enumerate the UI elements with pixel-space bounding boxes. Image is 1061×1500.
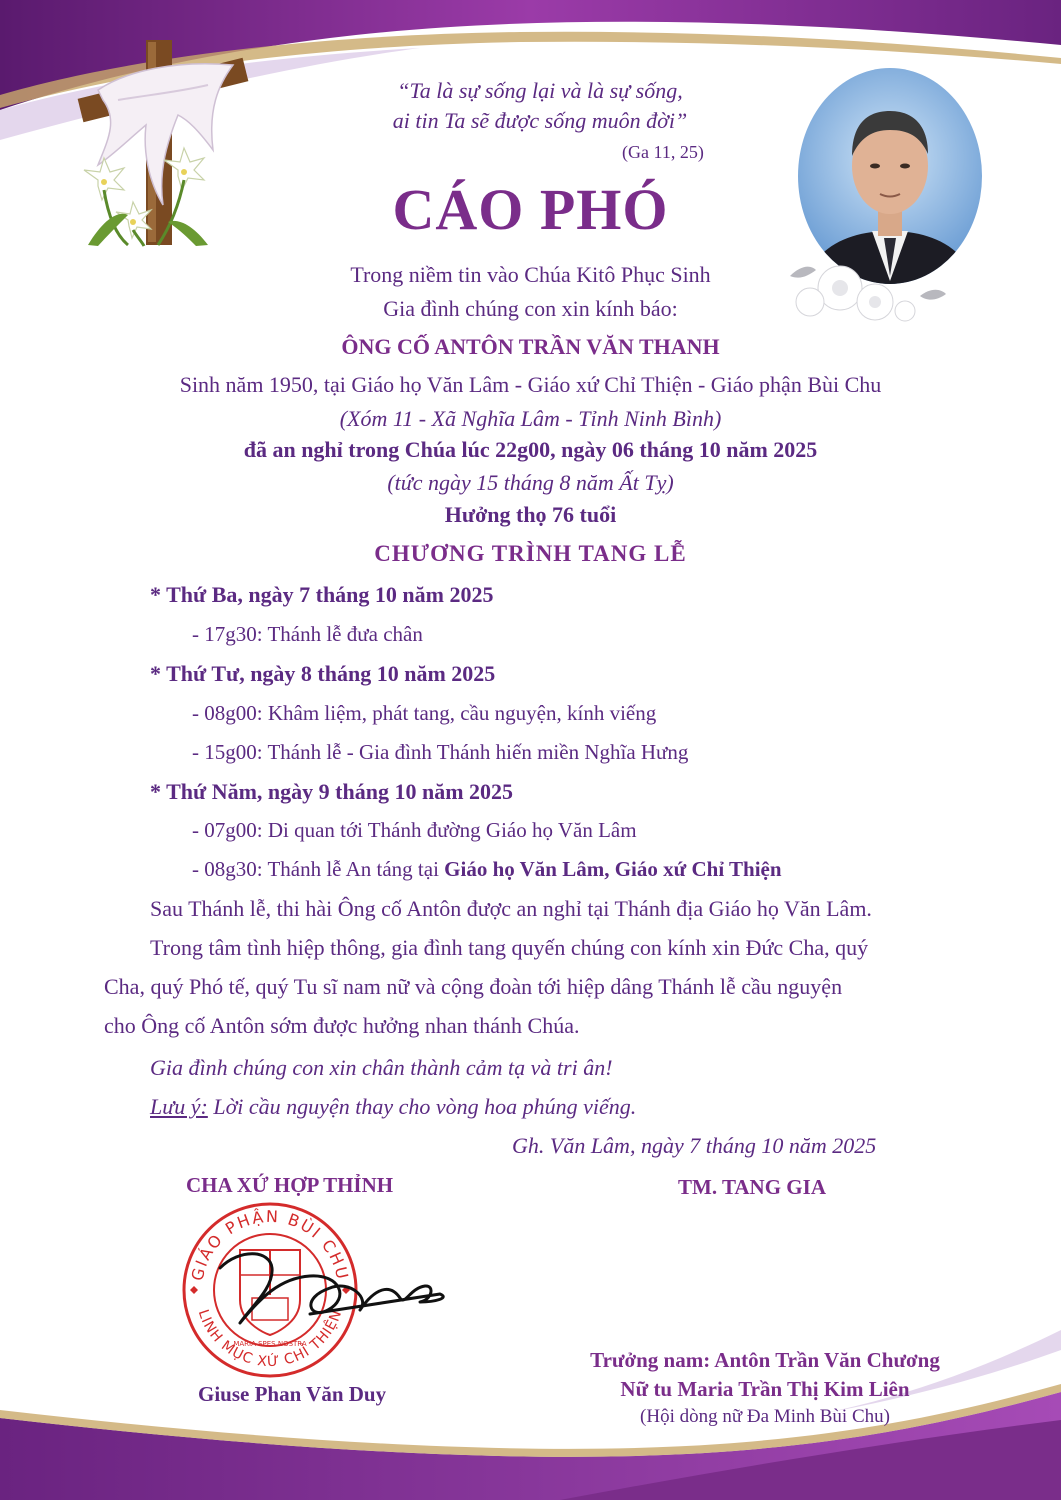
invitation-line3: cho Ông cố Antôn sớm được hưởng nhan thánh Chúa. [104, 1013, 580, 1038]
invitation-line2: Cha, quý Phó tế, quý Tu sĩ nam nữ và cộng đoàn tới hiệp dâng Thánh lễ cầu nguyện [104, 974, 843, 999]
schedule-day2-item1: - 08g00: Khâm liệm, phát tang, cầu nguyện, kính viếng [192, 701, 657, 725]
deceased-birth: Sinh năm 1950, tại Giáo họ Văn Lâm - Giáo xứ Chỉ Thiện - Giáo phận Bùi Chu [179, 372, 882, 397]
svg-text:MARIA SPES NOSTRA: MARIA SPES NOSTRA [233, 1340, 307, 1348]
schedule-day3-item2 [192, 857, 782, 882]
note-label: Lưu ý: [150, 1094, 208, 1119]
note-text: Lời cầu nguyện thay cho vòng hoa phúng viếng. [207, 1094, 637, 1119]
right-signature-name2: Nữ tu Maria Trần Thị Kim Liên [620, 1377, 910, 1401]
schedule-day3-item2-prefix: - 08g30: Thánh lễ An táng tại [192, 857, 445, 881]
scripture-reference: (Ga 11, 25) [622, 142, 704, 162]
signature [200, 1228, 460, 1338]
svg-text:GIÁO PHẬN BÙI CHU: GIÁO PHẬN BÙI CHU [187, 1206, 353, 1283]
scripture-quote-line1: “Ta là sự sống lại và là sự sống, [397, 78, 683, 103]
schedule-day2: * Thứ Tư, ngày 8 tháng 10 năm 2025 [150, 661, 496, 686]
left-signature-name: Giuse Phan Văn Duy [198, 1382, 387, 1406]
thanks-line: Gia đình chúng con xin chân thành cảm tạ và tri ân! [150, 1055, 613, 1080]
schedule-heading: CHƯƠNG TRÌNH TANG LỄ [374, 541, 687, 566]
left-signature-title: CHA XỨ HỢP THỈNH [186, 1173, 394, 1197]
schedule-day2-item2: - 15g00: Thánh lễ - Gia đình Thánh hiến miền Nghĩa Hưng [192, 740, 689, 764]
intro-line2: Gia đình chúng con xin kính báo: [383, 296, 678, 321]
scripture-quote-line2: ai tin Ta sẽ được sống muôn đời” [392, 108, 688, 133]
schedule-day1-item1: - 17g30: Thánh lễ đưa chân [192, 622, 423, 646]
right-signature-title: TM. TANG GIA [678, 1175, 826, 1199]
invitation-line1: Trong tâm tình hiệp thông, gia đình tang quyến chúng con kính xin Đức Cha, quý [150, 935, 869, 960]
schedule-day3-item2-location: Giáo họ Văn Lâm, Giáo xứ Chỉ Thiện [444, 857, 782, 881]
schedule-day1: * Thứ Ba, ngày 7 tháng 10 năm 2025 [150, 582, 494, 607]
schedule-day3-item1: - 07g00: Di quan tới Thánh đường Giáo họ Văn Lâm [192, 818, 637, 842]
note-line [150, 1094, 636, 1120]
right-signature-name1: Trưởng nam: Antôn Trần Văn Chương [590, 1348, 940, 1372]
deceased-name: ÔNG CỐ ANTÔN TRẦN VĂN THANH [341, 334, 720, 359]
place-date: Gh. Văn Lâm, ngày 7 tháng 10 năm 2025 [512, 1133, 877, 1158]
page-title: CÁO PHÓ [392, 177, 669, 242]
burial-note: Sau Thánh lễ, thi hài Ông cố Antôn được an nghỉ tại Thánh địa Giáo họ Văn Lâm. [150, 896, 872, 921]
deceased-address: (Xóm 11 - Xã Nghĩa Lâm - Tỉnh Ninh Bình) [339, 406, 722, 431]
svg-text:LINH MỤC XỨ CHỈ THIỆN: LINH MỤC XỨ CHỈ THIỆN [194, 1307, 346, 1371]
deceased-passed: đã an nghỉ trong Chúa lúc 22g00, ngày 06 tháng 10 năm 2025 [243, 437, 818, 462]
intro-line1: Trong niềm tin vào Chúa Kitô Phục Sinh [350, 262, 711, 287]
deceased-lunar: (tức ngày 15 tháng 8 năm Ất Tỵ) [387, 470, 674, 495]
deceased-age: Hưởng thọ 76 tuổi [444, 502, 617, 527]
right-signature-note: (Hội dòng nữ Đa Minh Bùi Chu) [640, 1406, 890, 1427]
schedule-day3: * Thứ Năm, ngày 9 tháng 10 năm 2025 [150, 779, 514, 804]
